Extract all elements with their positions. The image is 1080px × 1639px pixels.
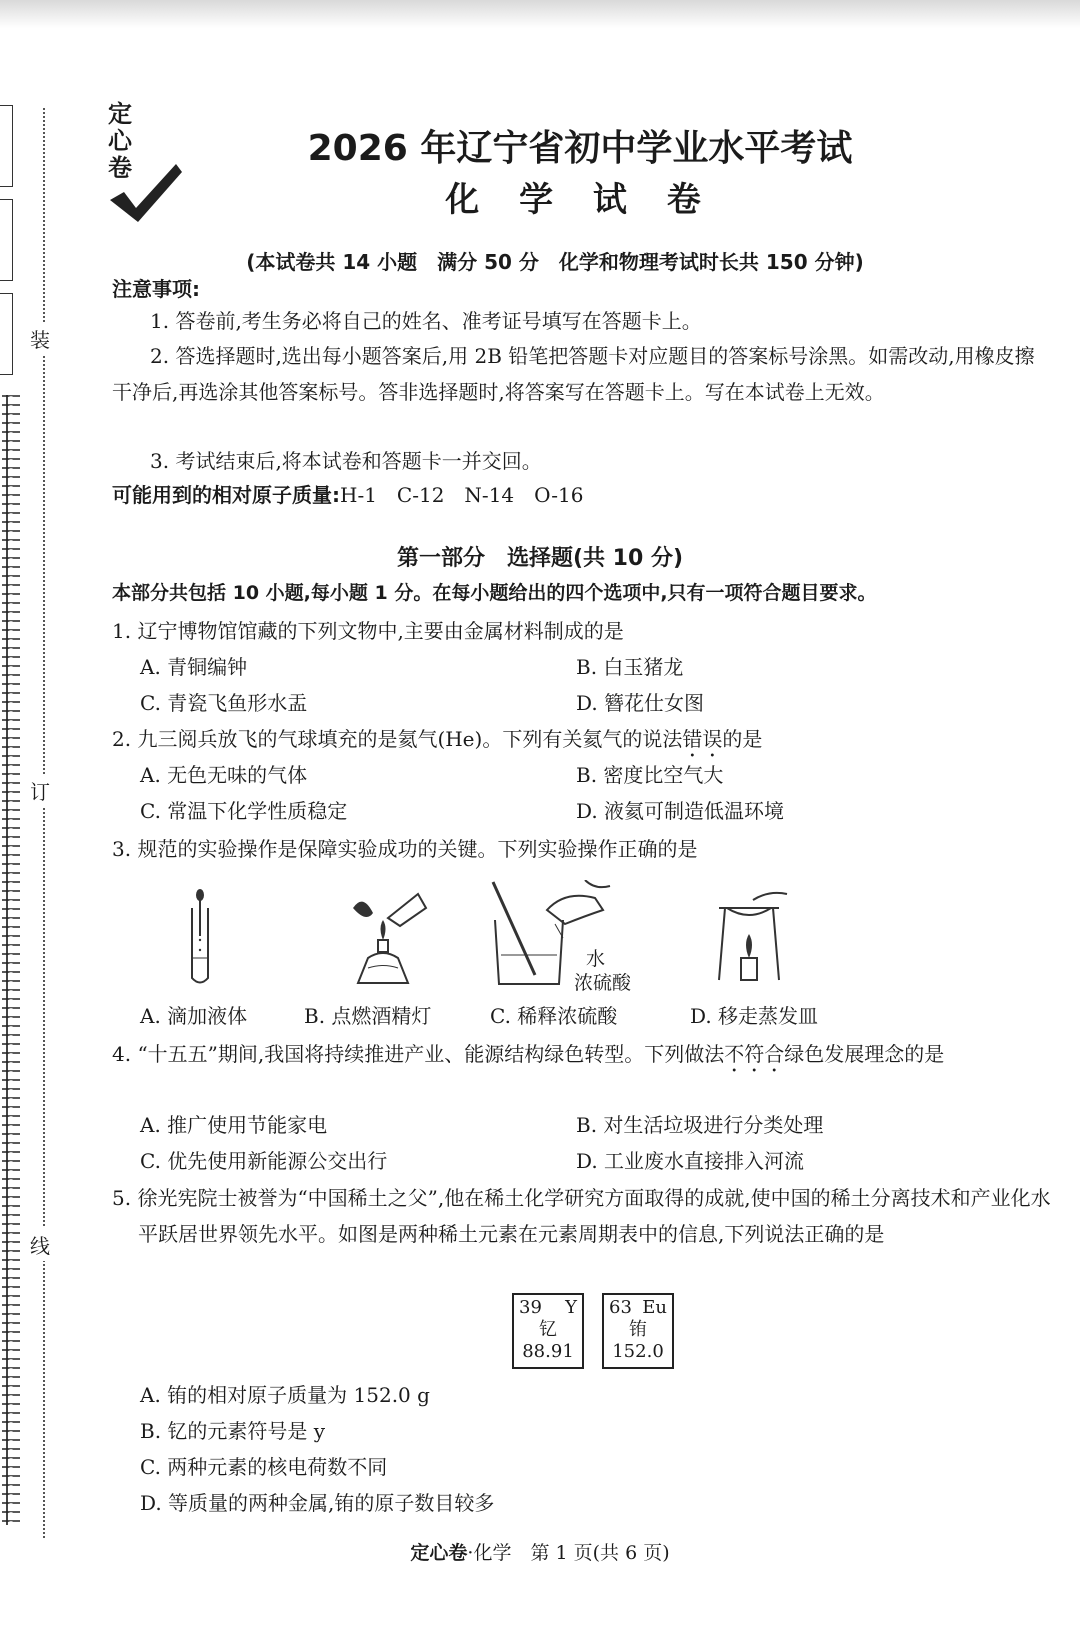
evaporating-dish-icon	[705, 888, 795, 988]
q5-option-d: D. 等质量的两种金属,铕的原子数目较多	[140, 1491, 495, 1515]
element-card-yttrium	[512, 1293, 584, 1369]
q2-stem-pre: 2. 九三阅兵放飞的气球填充的是氦气(He)。下列有关氦气的说法	[112, 727, 683, 751]
q2-stem-emphasis: 错误	[682, 727, 723, 751]
q5-option-a: A. 铕的相对原子质量为 152.0 g	[140, 1383, 430, 1407]
q3-option-a: A. 滴加液体	[140, 1004, 248, 1028]
q2-stem-post: 的是	[722, 727, 763, 751]
note-item-3: 3. 考试结束后,将本试卷和答题卡一并交回。	[150, 449, 542, 473]
exam-info: (本试卷共 14 小题 满分 50 分 化学和物理考试时长共 150 分钟)	[246, 250, 864, 274]
q4-stem	[112, 1036, 1052, 1077]
q4-option-a: A. 推广使用节能家电	[140, 1113, 328, 1137]
exam-title: 2026 年辽宁省初中学业水平考试	[307, 128, 853, 169]
logo-char-2: 心	[108, 126, 132, 155]
q4-stem-post: 绿色发展理念的是	[784, 1042, 945, 1066]
note-item-2: 2. 答选择题时,选出每小题答案后,用 2B 铅笔把答题卡对应题目的答案标号涂黑。如需改动,用橡皮擦干净后,再选涂其他答案标号。答非选择题时,将答案写在答题卡上。写在本试卷上无效。	[112, 344, 1035, 404]
page-footer	[0, 1538, 1080, 1565]
binding-char-xian: 线	[30, 1228, 50, 1261]
card1-name: 钇	[539, 1319, 557, 1340]
q5-option-c: C. 两种元素的核电荷数不同	[140, 1455, 388, 1479]
q4-option-b: B. 对生活垃圾进行分类处理	[576, 1113, 824, 1137]
q2-stem	[112, 724, 1050, 762]
card1-number: 39	[519, 1297, 542, 1318]
card2-symbol: Eu	[642, 1297, 667, 1318]
note-item-1: 1. 答卷前,考生务必将自己的姓名、准考证号填写在答题卡上。	[150, 309, 702, 333]
logo-char-3: 卷	[108, 153, 132, 182]
q1-option-a: A. 青铜编钟	[140, 655, 248, 679]
card2-number: 63	[609, 1297, 632, 1318]
q1-option-c: C. 青瓷飞鱼形水盂	[140, 691, 308, 715]
q3-option-c: C. 稀释浓硫酸	[490, 1004, 618, 1028]
q2-option-a: A. 无色无味的气体	[140, 763, 308, 787]
q2-option-c: C. 常温下化学性质稳定	[140, 799, 348, 823]
scan-edge	[0, 0, 1080, 28]
q1-stem: 1. 辽宁博物馆馆藏的下列文物中,主要由金属材料制成的是	[112, 619, 624, 643]
atomic-mass-label: 可能用到的相对原子质量:	[112, 483, 340, 507]
q2-option-d: D. 液氦可制造低温环境	[576, 799, 785, 823]
q3-apparatus-figures	[140, 880, 860, 990]
q3-stem: 3. 规范的实验操作是保障实验成功的关键。下列实验操作正确的是	[112, 837, 698, 861]
q4-option-d: D. 工业废水直接排入河流	[576, 1149, 805, 1173]
exam-subject: 化 学 试 卷	[445, 180, 715, 220]
q2-option-b: B. 密度比空气大	[576, 763, 724, 787]
card1-mass: 88.91	[522, 1341, 574, 1362]
card1-symbol: Y	[565, 1297, 577, 1318]
card2-mass: 152.0	[612, 1341, 664, 1362]
footer-page-number: ·化学 第 1 页(共 6 页)	[467, 1542, 670, 1564]
dropper-testtube-icon	[180, 888, 220, 988]
q3-option-b: B. 点燃酒精灯	[304, 1004, 432, 1028]
binding-char-ding: 订	[30, 774, 50, 807]
logo-char-1: 定	[108, 99, 132, 128]
q3-label-acid: 浓硫酸	[574, 972, 632, 994]
element-card-europium	[602, 1293, 674, 1369]
alcohol-lamp-icon	[338, 888, 428, 988]
q1-option-b: B. 白玉猪龙	[576, 655, 684, 679]
notes-heading: 注意事项:	[112, 277, 200, 301]
q1-option-d: D. 簪花仕女图	[576, 691, 705, 715]
q5-stem: 5. 徐光宪院士被誉为“中国稀土之父”,他在稀土化学研究方面取得的成就,使中国的稀土分离技术和产业化水平跃居世界领先水平。如图是两种稀土元素在元素周期表中的信息,下列说法正确的是	[112, 1186, 1051, 1246]
q5-option-b: B. 钇的元素符号是 y	[140, 1419, 326, 1443]
q3-label-water: 水	[586, 948, 606, 970]
section-title: 第一部分 选择题(共 10 分)	[396, 546, 684, 571]
binding-char-zhuang: 装	[30, 322, 50, 355]
q4-stem-pre: 4. “十五五”期间,我国将持续推进产业、能源结构绿色转型。下列做法	[112, 1042, 725, 1066]
footer-brand: 定心卷	[410, 1542, 468, 1564]
section-instruction: 本部分共包括 10 小题,每小题 1 分。在每小题给出的四个选项中,只有一项符合题目要求。	[112, 582, 877, 604]
q4-stem-emphasis: 不符合	[724, 1042, 785, 1066]
q3-option-d: D. 移走蒸发皿	[690, 1004, 819, 1028]
q4-option-c: C. 优先使用新能源公交出行	[140, 1149, 388, 1173]
card2-name: 铕	[629, 1319, 647, 1340]
atomic-mass-line	[112, 480, 1050, 510]
atomic-mass-values: H-1 C-12 N-14 O-16	[340, 483, 584, 507]
